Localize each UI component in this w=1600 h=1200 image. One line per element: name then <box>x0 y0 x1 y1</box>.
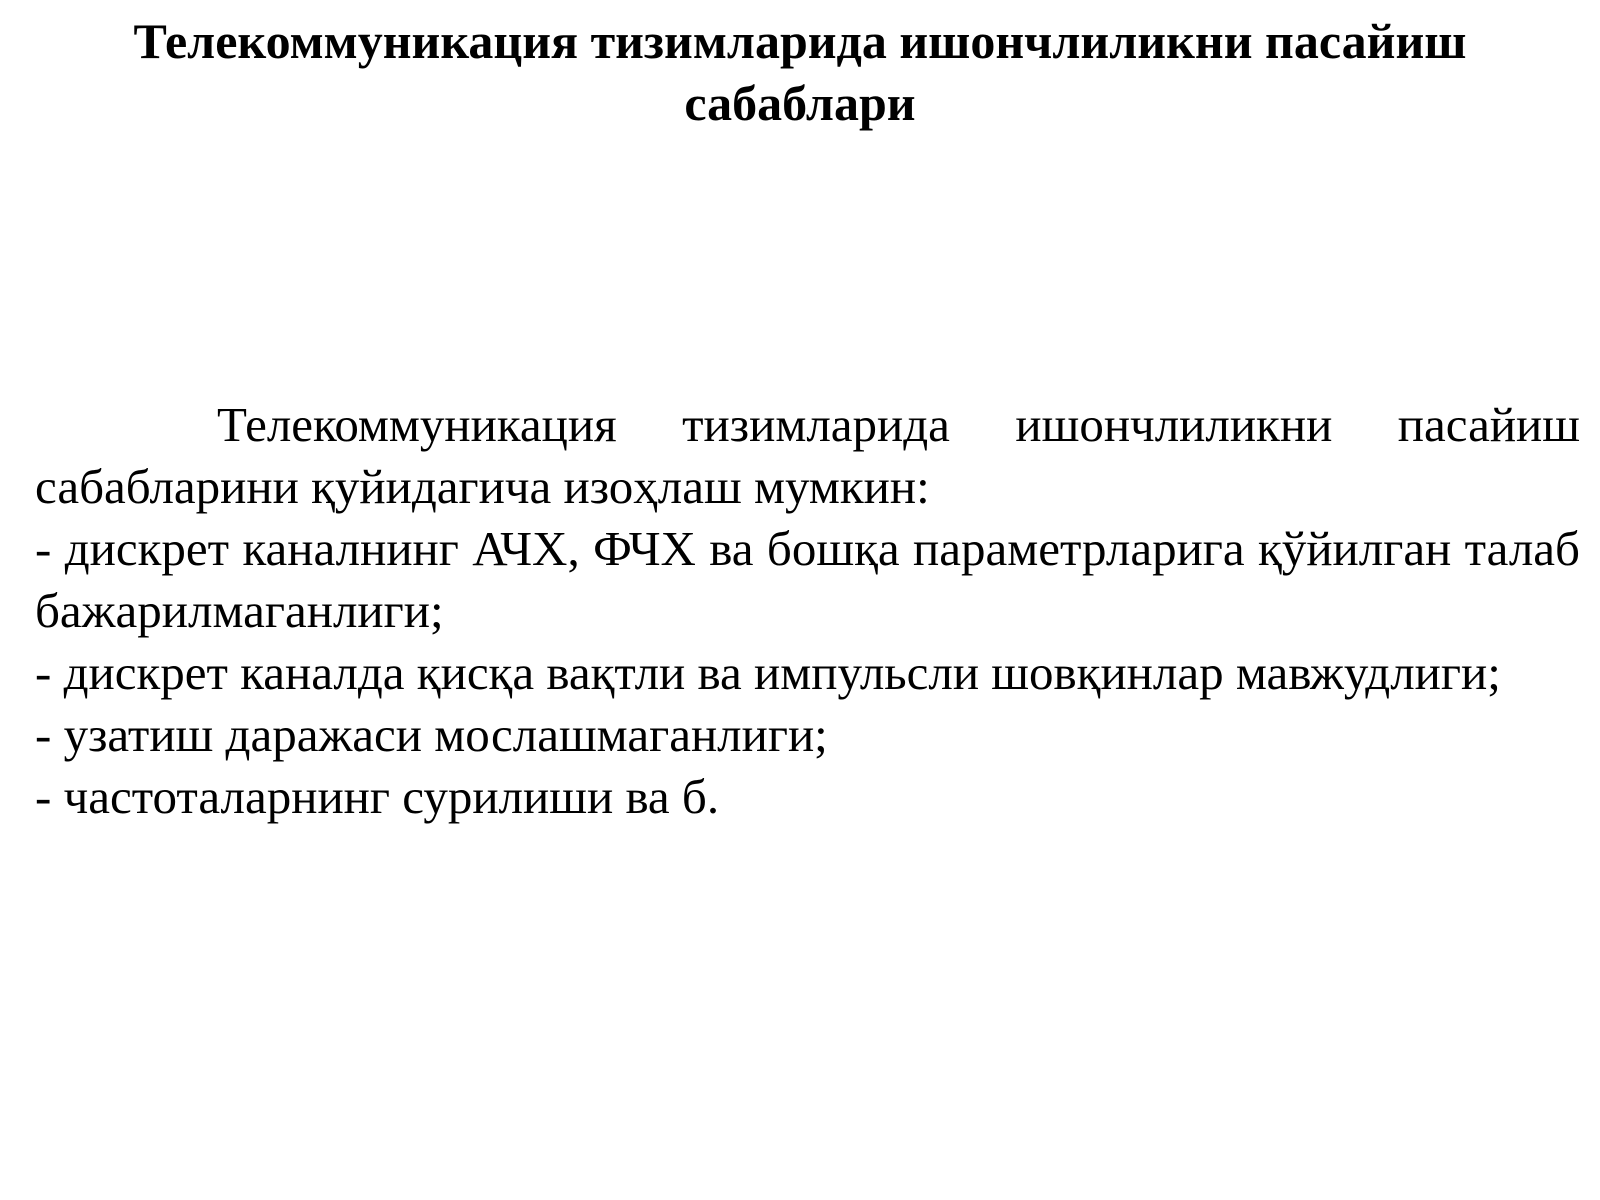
slide-title: Телекоммуникация тизимларида ишончлиликни пасайиш сабаблари <box>133 13 1467 131</box>
list-item: - узатиш даражаси мослашмаганлиги; <box>35 707 828 762</box>
intro-paragraph: Телекоммуникация тизимларида ишончлиликни пасайиш сабабларини қуйидагича изоҳлаш мумкин: <box>35 397 1580 514</box>
list-item: - дискрет каналнинг АЧХ, ФЧХ ва бошқа параметрларига қўйилган талаб бажарилмаганлиги; <box>35 521 1580 638</box>
slide-body <box>35 394 1580 828</box>
list-item: - дискрет каналда қисқа вақтли ва импульсли шовқинлар мавжудлиги; <box>35 645 1501 700</box>
list-item: - частоталарнинг сурилиши ва б. <box>35 769 720 824</box>
